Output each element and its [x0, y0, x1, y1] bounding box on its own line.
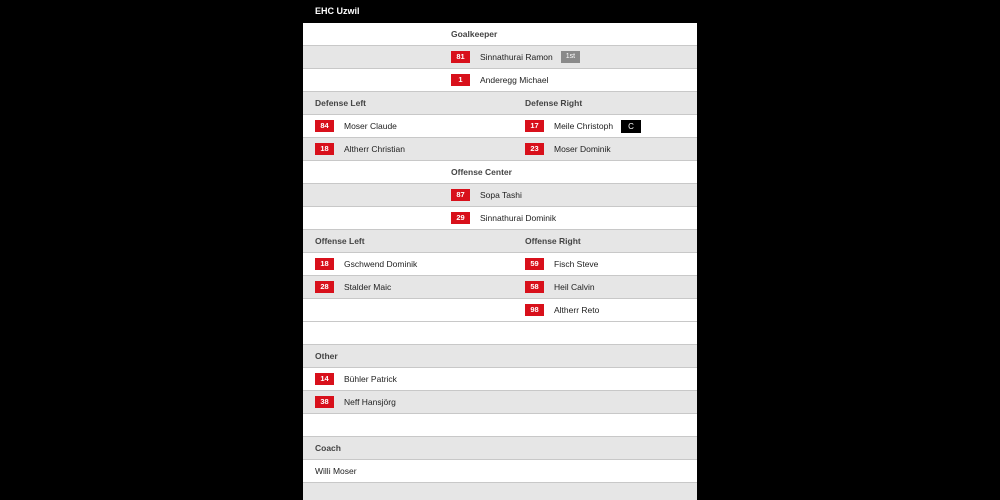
player-entry[interactable] [315, 368, 397, 390]
spacer-row [303, 414, 697, 437]
player-name[interactable]: Stalder Maic [344, 282, 392, 292]
player-entry[interactable] [451, 184, 522, 206]
table-row [303, 460, 697, 483]
table-row [303, 46, 697, 69]
captain-badge: C [621, 120, 641, 133]
jersey-number: 38 [315, 396, 334, 408]
team-name: EHC Uzwil [303, 0, 697, 23]
table-row [303, 207, 697, 230]
coach-header-row [303, 437, 697, 460]
jersey-number: 87 [451, 189, 470, 201]
table-row [303, 253, 697, 276]
player-name[interactable]: Moser Claude [344, 121, 397, 131]
jersey-number: 18 [315, 258, 334, 270]
player-entry[interactable] [451, 69, 549, 91]
jersey-number: 1 [451, 74, 470, 86]
player-name[interactable]: Neff Hansjörg [344, 397, 396, 407]
player-entry[interactable] [451, 46, 580, 68]
coach-heading: Coach [315, 443, 341, 453]
player-name[interactable]: Bühler Patrick [344, 374, 397, 384]
table-row [303, 391, 697, 414]
player-name[interactable]: Sopa Tashi [480, 190, 522, 200]
defense-left-heading: Defense Left [315, 98, 367, 108]
table-row [303, 276, 697, 299]
player-entry[interactable] [315, 391, 396, 413]
player-name[interactable]: Moser Dominik [554, 144, 611, 154]
table-row [303, 299, 697, 322]
other-heading: Other [315, 351, 338, 361]
defense-right-heading: Defense Right [525, 98, 583, 108]
player-entry[interactable] [315, 138, 405, 160]
table-row [303, 368, 697, 391]
player-name[interactable]: Sinnathurai Dominik [480, 213, 557, 223]
jersey-number: 18 [315, 143, 334, 155]
coach-name[interactable]: Willi Moser [315, 466, 357, 476]
player-name[interactable]: Altherr Reto [554, 305, 600, 315]
player-name[interactable]: Altherr Christian [344, 144, 405, 154]
table-row [303, 184, 697, 207]
jersey-number: 58 [525, 281, 544, 293]
player-name[interactable]: Sinnathurai Ramon [480, 52, 553, 62]
jersey-number: 17 [525, 120, 544, 132]
other-header-row [303, 345, 697, 368]
offense-header-row [303, 230, 697, 253]
table-row [303, 138, 697, 161]
jersey-number: 23 [525, 143, 544, 155]
player-name[interactable]: Fisch Steve [554, 259, 599, 269]
goalkeeper-header-row [303, 23, 697, 46]
jersey-number: 14 [315, 373, 334, 385]
offense-center-header-row [303, 161, 697, 184]
player-entry[interactable] [315, 115, 397, 137]
table-row [303, 69, 697, 92]
jersey-number: 29 [451, 212, 470, 224]
goalkeeper-heading: Goalkeeper [451, 29, 498, 39]
offense-right-heading: Offense Right [525, 236, 581, 246]
defense-header-row [303, 92, 697, 115]
table-row [303, 115, 697, 138]
jersey-number: 84 [315, 120, 334, 132]
player-entry[interactable] [315, 276, 391, 298]
offense-center-heading: Offense Center [451, 167, 512, 177]
player-entry[interactable] [525, 299, 599, 321]
starter-badge: 1st [561, 51, 580, 63]
player-entry[interactable] [525, 115, 641, 137]
player-entry[interactable] [525, 138, 611, 160]
player-name[interactable]: Heil Calvin [554, 282, 595, 292]
player-name[interactable]: Anderegg Michael [480, 75, 549, 85]
spacer-row [303, 483, 697, 500]
jersey-number: 59 [525, 258, 544, 270]
player-entry[interactable] [315, 253, 417, 275]
offense-left-heading: Offense Left [315, 236, 365, 246]
player-entry[interactable] [525, 253, 598, 275]
player-entry[interactable] [525, 276, 595, 298]
jersey-number: 81 [451, 51, 470, 63]
player-entry[interactable] [451, 207, 556, 229]
spacer-row [303, 322, 697, 345]
jersey-number: 28 [315, 281, 334, 293]
lineup-panel [303, 0, 697, 500]
player-name[interactable]: Meile Christoph [554, 121, 614, 131]
jersey-number: 98 [525, 304, 544, 316]
player-name[interactable]: Gschwend Dominik [344, 259, 418, 269]
